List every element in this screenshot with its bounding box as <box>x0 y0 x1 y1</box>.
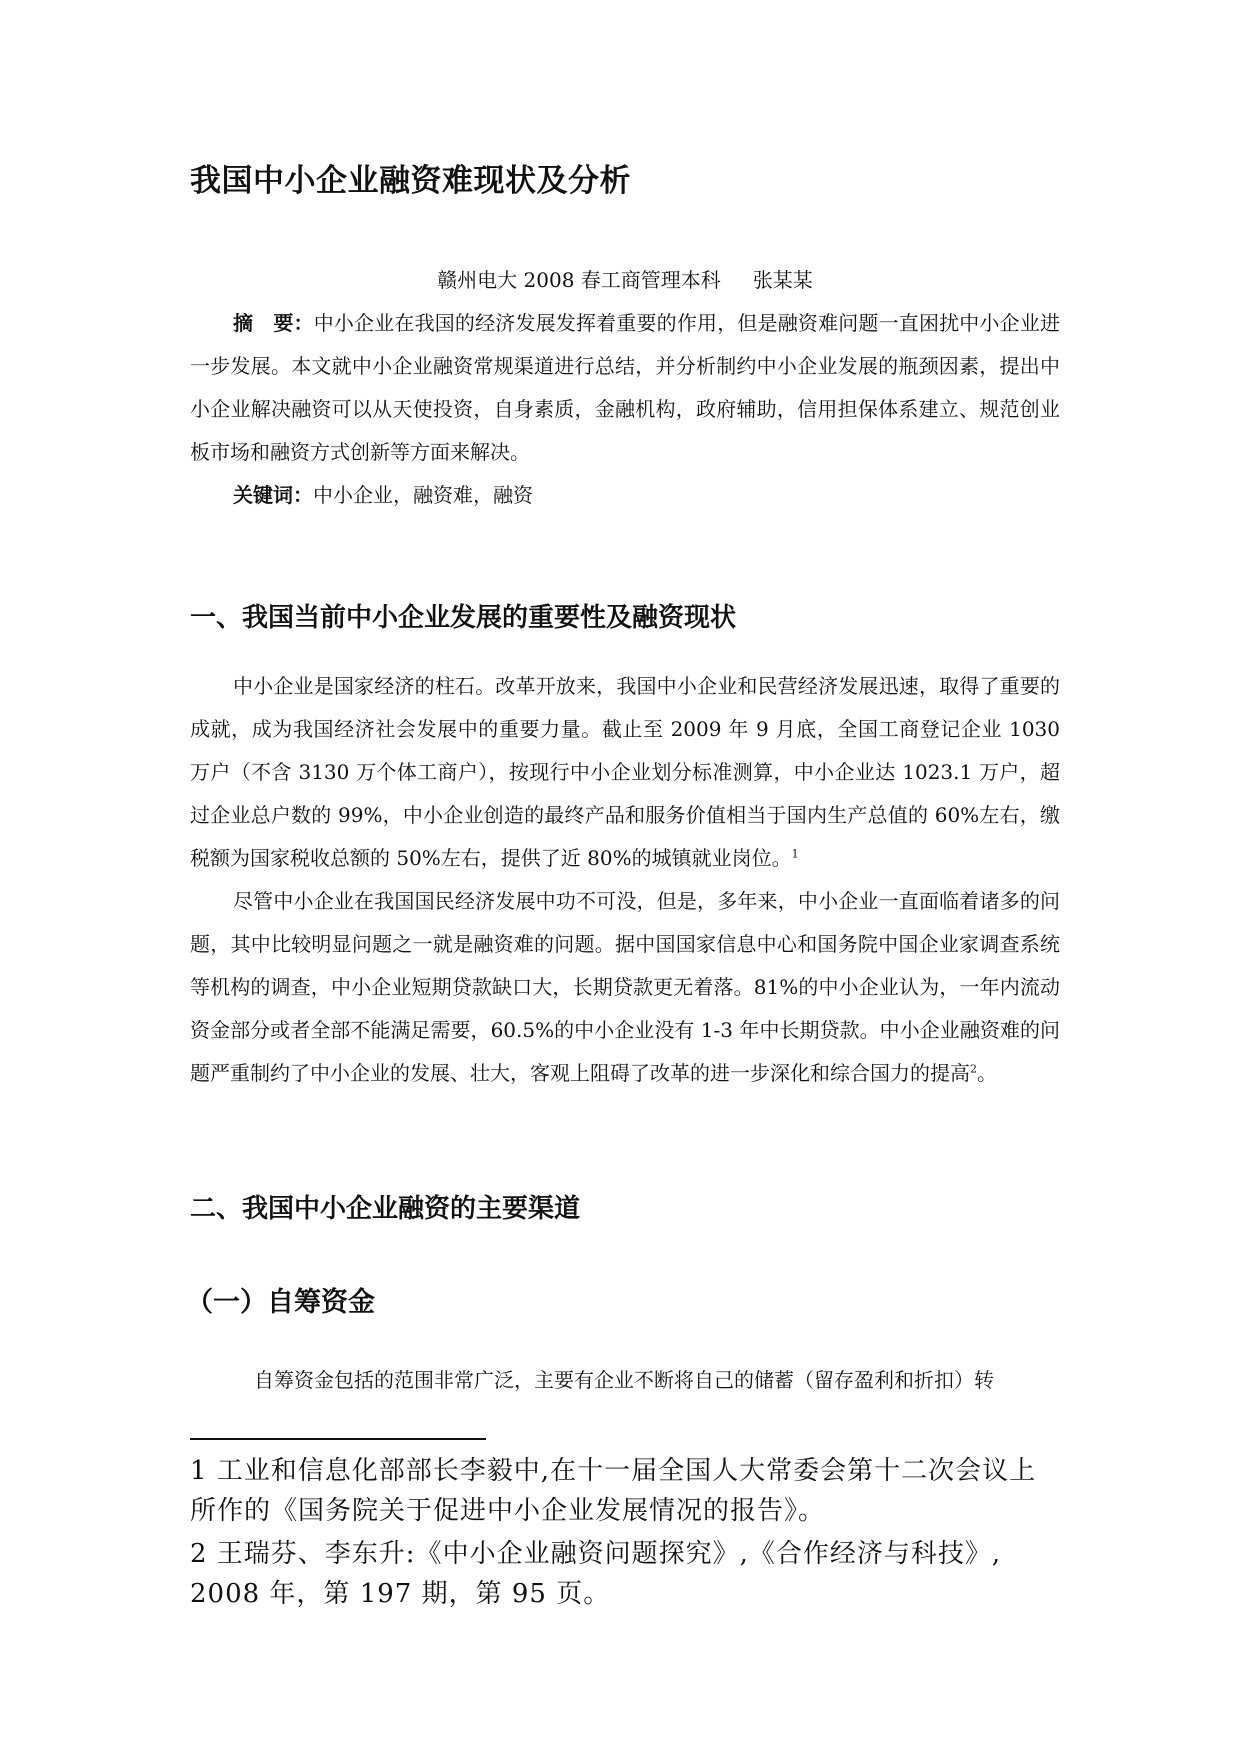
abstract-label: 摘 要： <box>233 311 314 335</box>
keywords <box>190 474 1060 517</box>
section-1-paragraph-1 <box>190 665 1060 880</box>
section-1-heading: 一、我国当前中小企业发展的重要性及融资现状 <box>190 603 737 633</box>
section-2-heading: 二、我国中小企业融资的主要渠道 <box>190 1194 581 1224</box>
keywords-text: 中小企业，融资难，融资 <box>313 483 533 507</box>
section-1-paragraph-1-text: 中小企业是国家经济的柱石。改革开放来，我国中小企业和民营经济发展迅速，取得了重要的成就，成为我国经济社会发展中的重要力量。截止至 2009 年 9 月底，全国工商登记企业 1030 万户（不含 3130 万个体工商户），按现行中小企业划分标准测算，中小企业达 1023.1 万户，超过企业总户数的 99%，中小企业创造的最终产品和服务价值相当于国内生产总值的 60%左右，缴税额为国家税收总额的 50%左右，提供了近 80%的城镇就业岗位。 <box>190 674 1060 870</box>
footnote-ref-1: 1 <box>791 847 799 861</box>
footnote-1: 1 工业和信息化部部长李毅中,在十一届全国人大常委会第十二次会议上所作的《国务院关于促进中小企业发展情况的报告》。 <box>190 1456 1037 1526</box>
keywords-label: 关键词： <box>233 483 313 507</box>
abstract-block <box>190 302 1060 517</box>
footnote-2: 2 王瑞芬、李东升:《中小企业融资问题探究》,《合作经济与科技》, 2008 年，第 197 期，第 95 页。 <box>190 1539 1002 1609</box>
author-name: 张某某 <box>752 268 813 292</box>
author-affiliation: 赣州电大 2008 春工商管理本科 <box>437 268 721 292</box>
footnote-separator <box>190 1438 486 1440</box>
abstract-text: 中小企业在我国的经济发展发挥着重要的作用，但是融资难问题一直困扰中小企业进一步发展。本文就中小企业融资常规渠道进行总结，并分析制约中小企业发展的瓶颈因素，提出中小企业解决融资可以从天使投资，自身素质，金融机构，政府辅助，信用担保体系建立、规范创业板市场和融资方式创新等方面来解决。 <box>190 311 1061 464</box>
subsection-1-body <box>190 1359 1060 1402</box>
byline <box>190 264 1060 296</box>
section-1-body <box>190 665 1060 1095</box>
subsection-1-paragraph: 自筹资金包括的范围非常广泛，主要有企业不断将自己的储蓄（留存盈利和折扣）转 <box>254 1368 994 1392</box>
subsection-1-heading: （一）自筹资金 <box>186 1287 375 1318</box>
abstract <box>190 302 1060 474</box>
section-1-paragraph-2-end: 。 <box>977 1061 997 1085</box>
section-1-paragraph-2 <box>190 880 1060 1095</box>
paper-title: 我国中小企业融资难现状及分析 <box>190 163 631 199</box>
section-1-paragraph-2-text: 尽管中小企业在我国国民经济发展中功不可没，但是，多年来，中小企业一直面临着诸多的问题，其中比较明显问题之一就是融资难的问题。据中国国家信息中心和国务院中国企业家调查系统等机构的调查，中小企业短期贷款缺口大，长期贷款更无着落。81%的中小企业认为，一年内流动资金部分或者全部不能满足需要，60.5%的中小企业没有 1-3 年中长期贷款。中小企业融资难的问题严重制约了中小企业的发展、壮大，客观上阻碍了改革的进一步深化和综合国力的提高 <box>190 889 1060 1085</box>
footnote-ref-2: 2 <box>970 1062 977 1076</box>
